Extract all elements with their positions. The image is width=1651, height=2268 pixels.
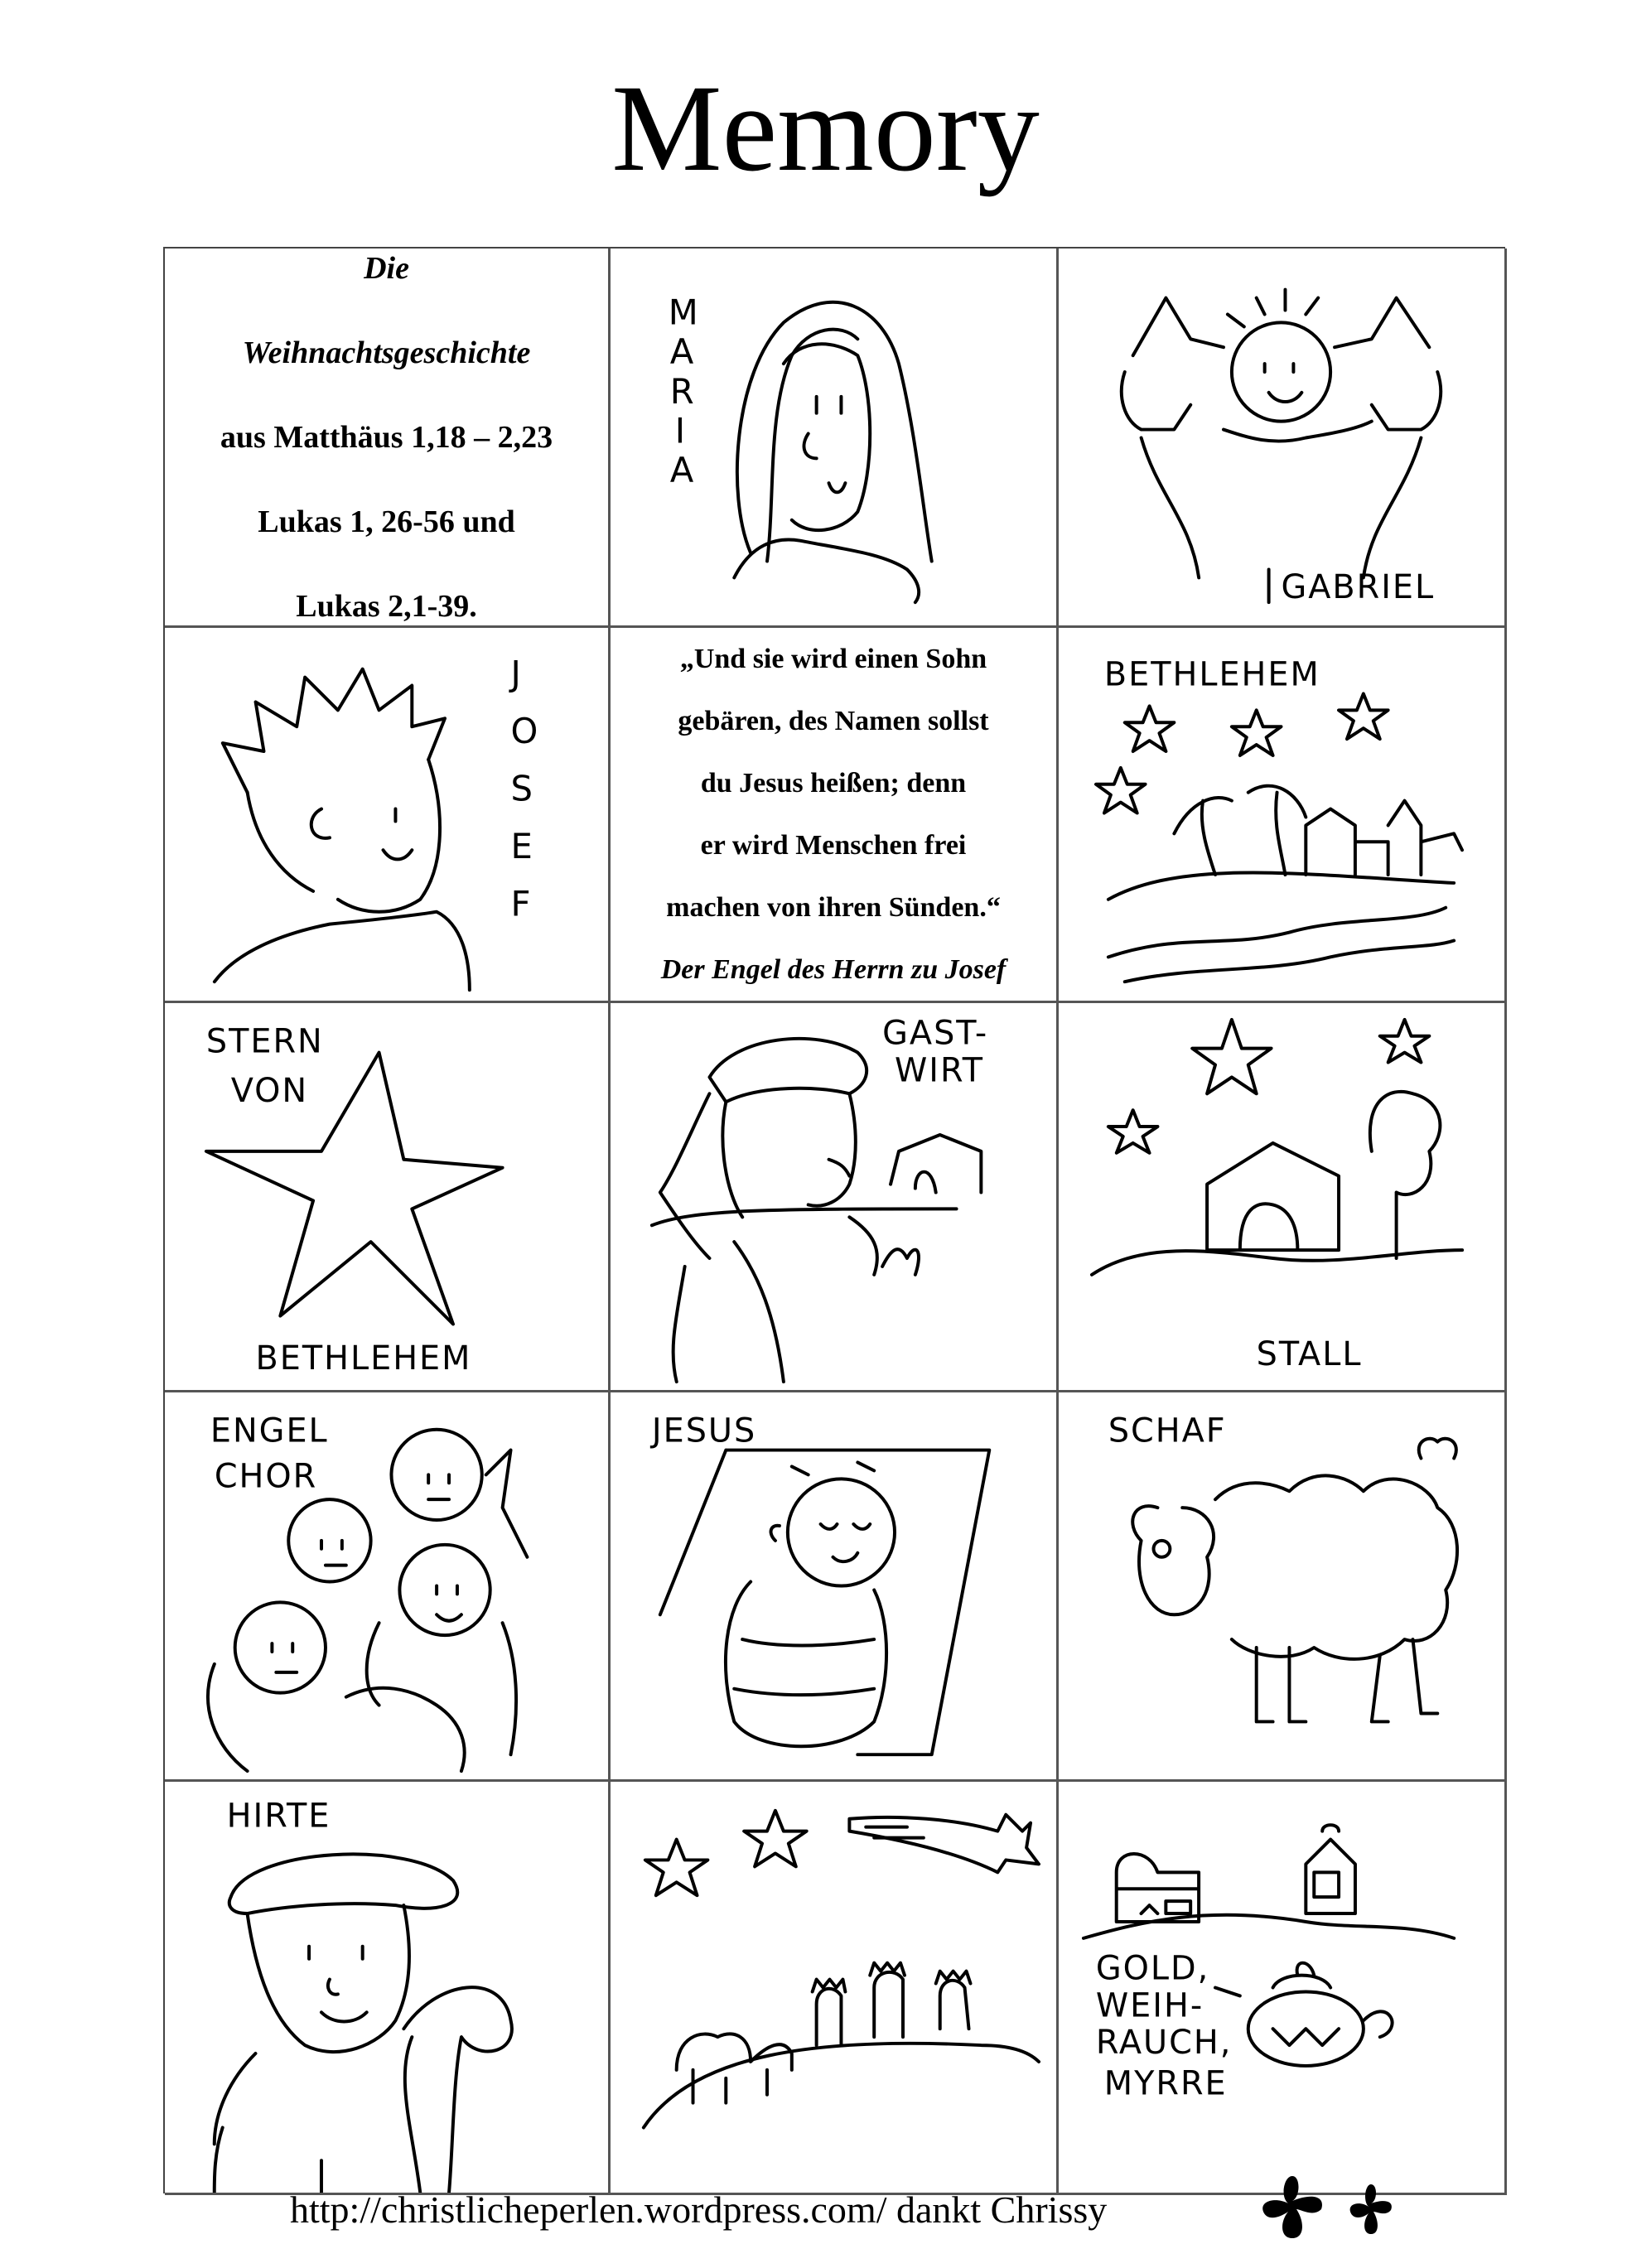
- card-josef: [165, 628, 611, 1003]
- intro-line-5: Lukas 2,1-39.: [296, 588, 477, 624]
- wise-men-drawing: [611, 1782, 1056, 2193]
- sheep-label: SCHAF: [1108, 1411, 1227, 1450]
- gabriel-label: GABRIEL: [1281, 568, 1436, 607]
- quote-line-1: „Und sie wird einen Sohn: [679, 644, 987, 674]
- card-maria: [611, 249, 1059, 628]
- quote-line-5: machen von ihren Sünden.“: [666, 892, 1001, 923]
- sheep-drawing: [1059, 1392, 1504, 1779]
- quote-line-3: du Jesus heißen; denn: [700, 768, 967, 799]
- memory-card-grid: [163, 247, 1505, 2193]
- card-gabriel: [1059, 249, 1507, 628]
- card-wise-men: [611, 1782, 1059, 2195]
- jesus-drawing: [611, 1392, 1056, 1779]
- maria-letter: I: [674, 410, 686, 451]
- decorative-stars-icon: [1255, 2164, 1421, 2246]
- angels-label-1: ENGEL: [210, 1411, 329, 1450]
- gifts-label-4: MYRRE: [1103, 2064, 1228, 2103]
- angels-label-2: CHOR: [214, 1457, 318, 1496]
- card-angel-choir: [165, 1392, 611, 1782]
- quote-line-4: er wird Menschen frei: [700, 830, 967, 861]
- maria-letter: A: [669, 331, 694, 373]
- gabriel-drawing: [1059, 249, 1504, 625]
- intro-line-4: Lukas 1, 26-56 und: [258, 504, 515, 539]
- intro-line-3: aus Matthäus 1,18 – 2,23: [220, 419, 553, 455]
- gifts-label-3: RAUCH,: [1095, 2024, 1233, 2063]
- jesus-label: JESUS: [651, 1411, 757, 1450]
- page-title: Memory: [611, 60, 1040, 197]
- card-stable: [1059, 1003, 1507, 1392]
- gifts-drawing: [1059, 1782, 1504, 2193]
- josef-letter: O: [510, 711, 538, 752]
- josef-letter: E: [510, 826, 533, 867]
- card-gifts: [1059, 1782, 1507, 2195]
- star-drawing: [165, 1003, 608, 1390]
- footer-credit: http://christlicheperlen.wordpress.com/ dankt Chrissy: [290, 2188, 1108, 2231]
- card-jesus: [611, 1392, 1059, 1782]
- gifts-label-2: WEIH-: [1095, 1986, 1204, 2025]
- maria-drawing: [611, 249, 1056, 625]
- josef-letter: F: [510, 883, 531, 924]
- maria-letter: R: [669, 370, 694, 412]
- star-label-2: VON: [230, 1072, 309, 1111]
- intro-card: [165, 249, 611, 628]
- intro-line-1: Die: [364, 250, 409, 286]
- card-sheep: [1059, 1392, 1507, 1782]
- card-innkeeper: [611, 1003, 1059, 1392]
- star-label-3: BETHLEHEM: [255, 1339, 472, 1378]
- card-bethlehem-town: [1059, 628, 1507, 1003]
- quote-line-2: gebären, des Namen sollst: [678, 706, 989, 736]
- bethlehem-town-drawing: [1059, 628, 1504, 1001]
- maria-letter: M: [668, 292, 698, 333]
- josef-letter: J: [510, 653, 521, 694]
- shepherd-drawing: [165, 1782, 608, 2193]
- stable-label: STALL: [1256, 1335, 1363, 1374]
- card-star: [165, 1003, 611, 1392]
- gifts-label-1: GOLD,: [1095, 1949, 1210, 1988]
- josef-letter: S: [510, 768, 533, 809]
- maria-letter: A: [669, 450, 694, 491]
- shepherd-label: HIRTE: [226, 1797, 331, 1836]
- card-shepherd: [165, 1782, 611, 2195]
- josef-drawing: [165, 628, 608, 1001]
- star-label-1: STERN: [205, 1022, 324, 1061]
- innkeeper-label-2: WIRT: [895, 1051, 984, 1090]
- angel-choir-drawing: [165, 1392, 608, 1779]
- intro-line-2: Weihnachtsgeschichte: [242, 335, 531, 370]
- innkeeper-label-1: GAST-: [882, 1014, 989, 1053]
- quote-source: Der Engel des Herrn zu Josef: [660, 954, 1007, 985]
- innkeeper-drawing: [611, 1003, 1056, 1390]
- bethlehem-town-label: BETHLEHEM: [1103, 655, 1320, 694]
- quote-card: [611, 628, 1059, 1003]
- stable-drawing: [1059, 1003, 1504, 1390]
